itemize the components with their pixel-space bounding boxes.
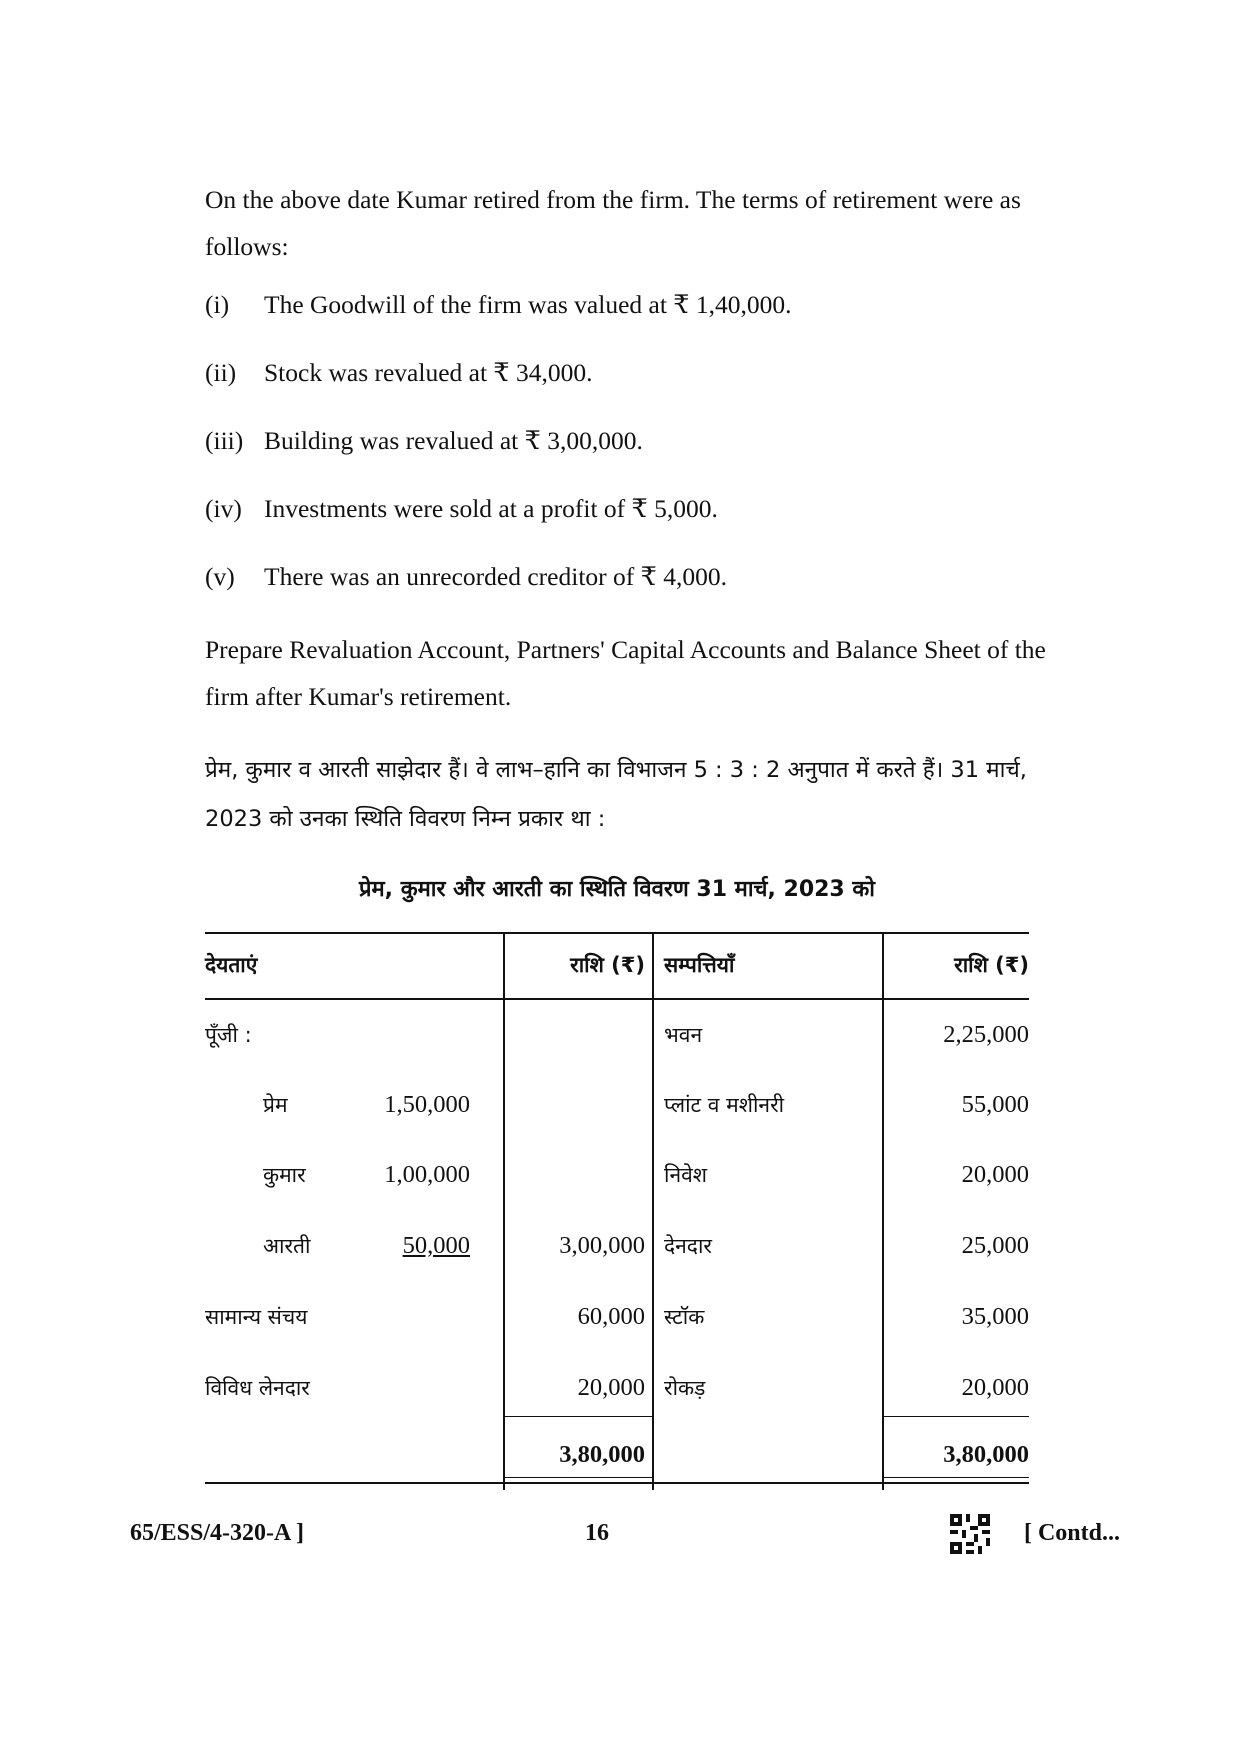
item-text: Investments were sold at a profit of ₹ 5,000. [264,494,718,523]
list-item [205,290,792,358]
partner-name: प्रेम [263,1093,288,1117]
list-item [205,494,792,562]
table-top-rule [205,932,1029,934]
retirement-terms-list [205,290,792,630]
item-number: (iv) [205,494,242,523]
item-number: (iii) [205,426,244,455]
partner-capital: 1,50,000 [384,1091,470,1118]
asset-name: निवेश [664,1163,708,1187]
column-divider [652,932,654,1490]
liability-name: सामान्य संचय [205,1305,308,1329]
list-item [205,426,792,494]
liability-name: विविध लेनदार [205,1376,310,1400]
continued-label: [ Contd... [1023,1520,1120,1546]
header-assets: सम्पत्तियाँ [664,953,735,977]
asset-name: रोकड़ [664,1376,706,1400]
balance-sheet-table [205,932,1029,1490]
capital-label: पूँजी : [205,1023,252,1047]
column-divider [882,932,884,1490]
liability-amount: 20,000 [577,1374,645,1401]
asset-amount: 20,000 [961,1374,1029,1401]
asset-amount: 35,000 [961,1303,1029,1330]
total-double-rule [882,1477,1029,1478]
qr-code-icon [950,1514,990,1554]
partner-capital: 50,000 [402,1232,470,1259]
item-number: (v) [205,562,235,591]
header-amount-liabilities: राशि (₹) [570,953,645,977]
asset-name: भवन [664,1023,703,1047]
total-double-rule [503,1477,652,1478]
asset-amount: 55,000 [961,1091,1029,1118]
partner-name: आरती [263,1234,311,1258]
total-assets: 3,80,000 [943,1441,1029,1468]
paper-code: 65/ESS/4-320-A ] [130,1520,305,1546]
item-text: Stock was revalued at ₹ 34,000. [264,358,593,387]
list-item [205,358,792,426]
partner-capital: 1,00,000 [384,1161,470,1188]
asset-amount: 2,25,000 [943,1021,1029,1048]
capital-total: 3,00,000 [559,1232,645,1259]
balance-sheet-title: प्रेम, कुमार और आरती का स्थिति विवरण 31 मार्च, 2023 को [359,877,875,902]
header-amount-assets: राशि (₹) [954,953,1029,977]
list-item [205,562,792,630]
instruction-paragraph: Prepare Revaluation Account, Partners' Capital Accounts and Balance Sheet of the firm after Kumar's retirement. [205,635,1046,711]
table-bottom-rule [205,1482,1029,1484]
hindi-intro-paragraph: प्रेम, कुमार व आरती साझेदार हैं। वे लाभ–हानि का विभाजन 5 : 3 : 2 अनुपात में करते हैं। 31 मार्च, 2023 को उनका स्थिति विवरण निम्न प्रकार था : [205,757,1027,832]
item-number: (i) [205,290,230,319]
total-liabilities: 3,80,000 [559,1441,645,1468]
page-number: 16 [585,1520,609,1546]
asset-amount: 25,000 [961,1232,1029,1259]
item-text: There was an unrecorded creditor of ₹ 4,000. [264,562,727,591]
asset-name: प्लांट व मशीनरी [664,1093,785,1117]
liability-amount: 60,000 [577,1303,645,1330]
item-text: Building was revalued at ₹ 3,00,000. [264,426,643,455]
intro-paragraph: On the above date Kumar retired from the firm. The terms of retirement were as follows: [205,185,1021,261]
partner-name: कुमार [263,1163,306,1187]
header-liabilities: देयताएं [205,953,258,977]
item-text: The Goodwill of the firm was valued at ₹ 1,40,000. [264,290,792,319]
asset-amount: 20,000 [961,1161,1029,1188]
asset-name: देनदार [664,1234,712,1258]
asset-name: स्टॉक [664,1305,705,1329]
page-footer [130,1520,1120,1560]
total-top-rule [882,1416,1029,1417]
total-top-rule [503,1416,652,1417]
column-divider [503,932,505,1490]
table-header-rule [205,998,1029,1000]
item-number: (ii) [205,358,237,387]
